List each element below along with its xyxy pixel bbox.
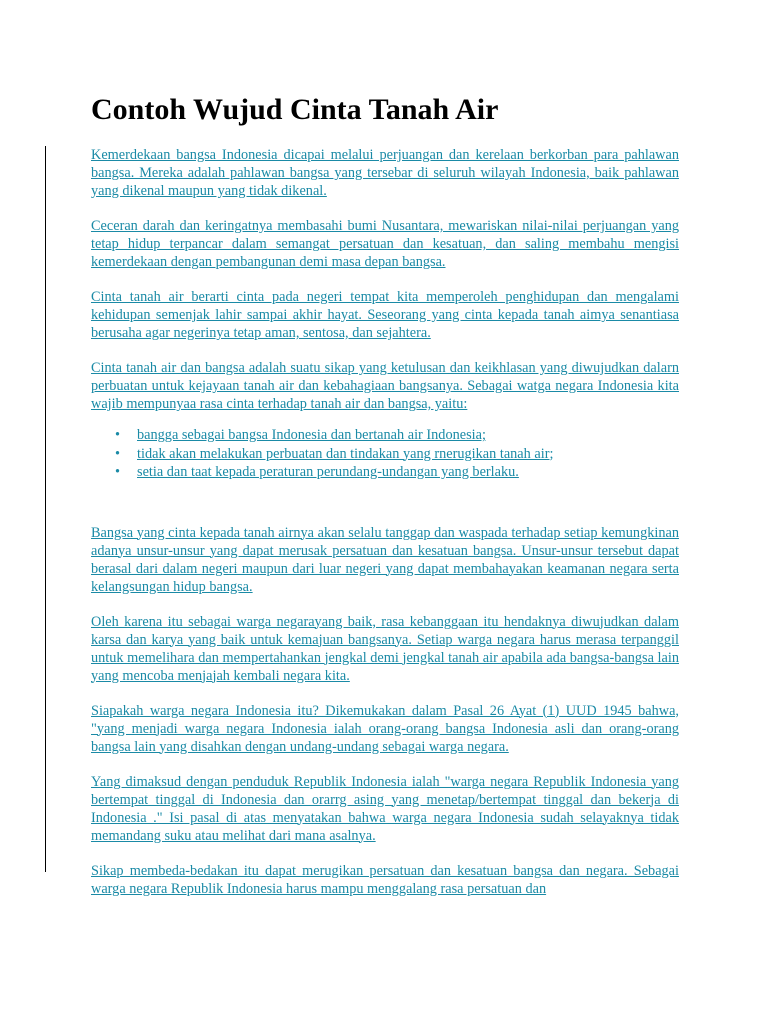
bullet-icon: • xyxy=(115,445,121,462)
paragraph-warga-negara-baik[interactable]: Oleh karena itu sebagai warga negarayang baik, rasa kebanggaan itu hendaknya diwujudkan dalam karsa dan karya yang baik untuk kemajuan bangsanya. Setiap warga negara harus merasa terpanggil untuk memelihara dan mempertahankan jengkal demi jengkal tanah air apabila ada bangsa-bangsa lain yang mencoba menjajah kembali negara kita. xyxy=(91,613,679,684)
paragraph-ceceran-darah[interactable]: Ceceran darah dan keringatnya membasahi bumi Nusantara, mewariskan nilai-nilai perjuangan yang tetap hidup terpancar dalam semangat persatuan dan kesatuan, dan saling membahu mengisi kemerdekaan dengan pembangunan demi masa depan bangsa. xyxy=(91,218,679,270)
paragraph-penduduk[interactable]: Yang dimaksud dengan penduduk Republik Indonesia ialah "warga negara Republik Indonesia yang bertempat tinggal di Indonesia dan orarrg asing yang menetap/bertempat tinggal dan bekerja di Indonesia ." Isi pasal di atas menyatakan bahwa warga negara Indonesia sudah selayaknya tidak memandang suku atau melihat dari mana asalnya. xyxy=(91,773,679,844)
list-item[interactable] xyxy=(115,426,679,445)
paragraph-sikap-cinta[interactable]: Cinta tanah air dan bangsa adalah suatu sikap yang ketulusan dan keikhlasan yang diwujudkan dalarn perbuatan untuk kejayaan tanah air dan kebahagiaan bangsanya. Sebagai watga negara Indonesia kita wajib mempunyaa rasa cinta terhadap tanah air dan bangsa, yaitu: xyxy=(91,360,679,412)
list-item-text: tidak akan melakukan perbuatan dan tindakan yang rnerugikan tanah air; xyxy=(137,445,554,462)
paragraph-bangsa-tanggap[interactable]: Bangsa yang cinta kepada tanah airnya akan selalu tanggap dan waspada terhadap setiap kemungkinan adanya unsur-unsur yang dapat merusak persatuan dan kesatuan bangsa. Unsur-unsur tersebut dapat berasal dari dalam negeri maupun dari luar negeri yang dapat membahayakan keamanan negara serta kelangsungan hidup bangsa. xyxy=(91,524,679,595)
paragraph-cinta-tanah-air[interactable]: Cinta tanah air berarti cinta pada negeri tempat kita memperoleh penghidupan dan mengalami kehidupan semenjak lahir sampai akhir hayat. Seseorang yang cinta kepada tanah aimya senantiasa berusaha agar negerinya tetap aman, sentosa, dan sejahtera. xyxy=(91,289,679,341)
truncated-paragraph-wrapper xyxy=(91,862,679,898)
paragraph-membeda-bedakan[interactable]: Sikap membeda-bedakan itu dapat merugikan persatuan dan kesatuan bangsa dan negara. Sebagai warga negara Republik Indonesia harus mampu menggalang rasa persatuan dan xyxy=(91,862,679,897)
bullet-icon: • xyxy=(115,427,121,443)
paragraph-pasal-26[interactable]: Siapakah warga negara Indonesia itu? Dikemukakan dalam Pasal 26 Ayat (1) UUD 1945 bahwa, "yang menjadi warga negara Indonesia ialah orang-orang bangsa Indonesia asli dan orang-orang bangsa lain yang disahkan dengan undang-undang sebagai warga negara. xyxy=(91,702,679,755)
bullet-list xyxy=(91,426,679,482)
list-item-text: setia dan taat kepada peraturan perundang-undangan yang berlaku. xyxy=(137,464,519,480)
list-item-text: bangga sebagai bangsa Indonesia dan bertanah air Indonesia; xyxy=(137,427,486,443)
margin-rule xyxy=(45,146,46,872)
document-body xyxy=(91,146,679,898)
list-item[interactable] xyxy=(115,445,679,464)
bullet-icon: • xyxy=(115,464,121,480)
paragraph-kemerdekaan[interactable]: Kemerdekaan bangsa Indonesia dicapai melalui perjuangan dan kerelaan berkorban para pahlawan bangsa. Mereka adalah pahlawan bangsa yang tersebar di seluruh wilayah Indonesia, baik pahlawan yang dikenal maupun yang tidak dikenal. xyxy=(91,147,679,199)
list-item[interactable] xyxy=(115,463,679,482)
document-title: Contoh Wujud Cinta Tanah Air xyxy=(91,93,499,126)
